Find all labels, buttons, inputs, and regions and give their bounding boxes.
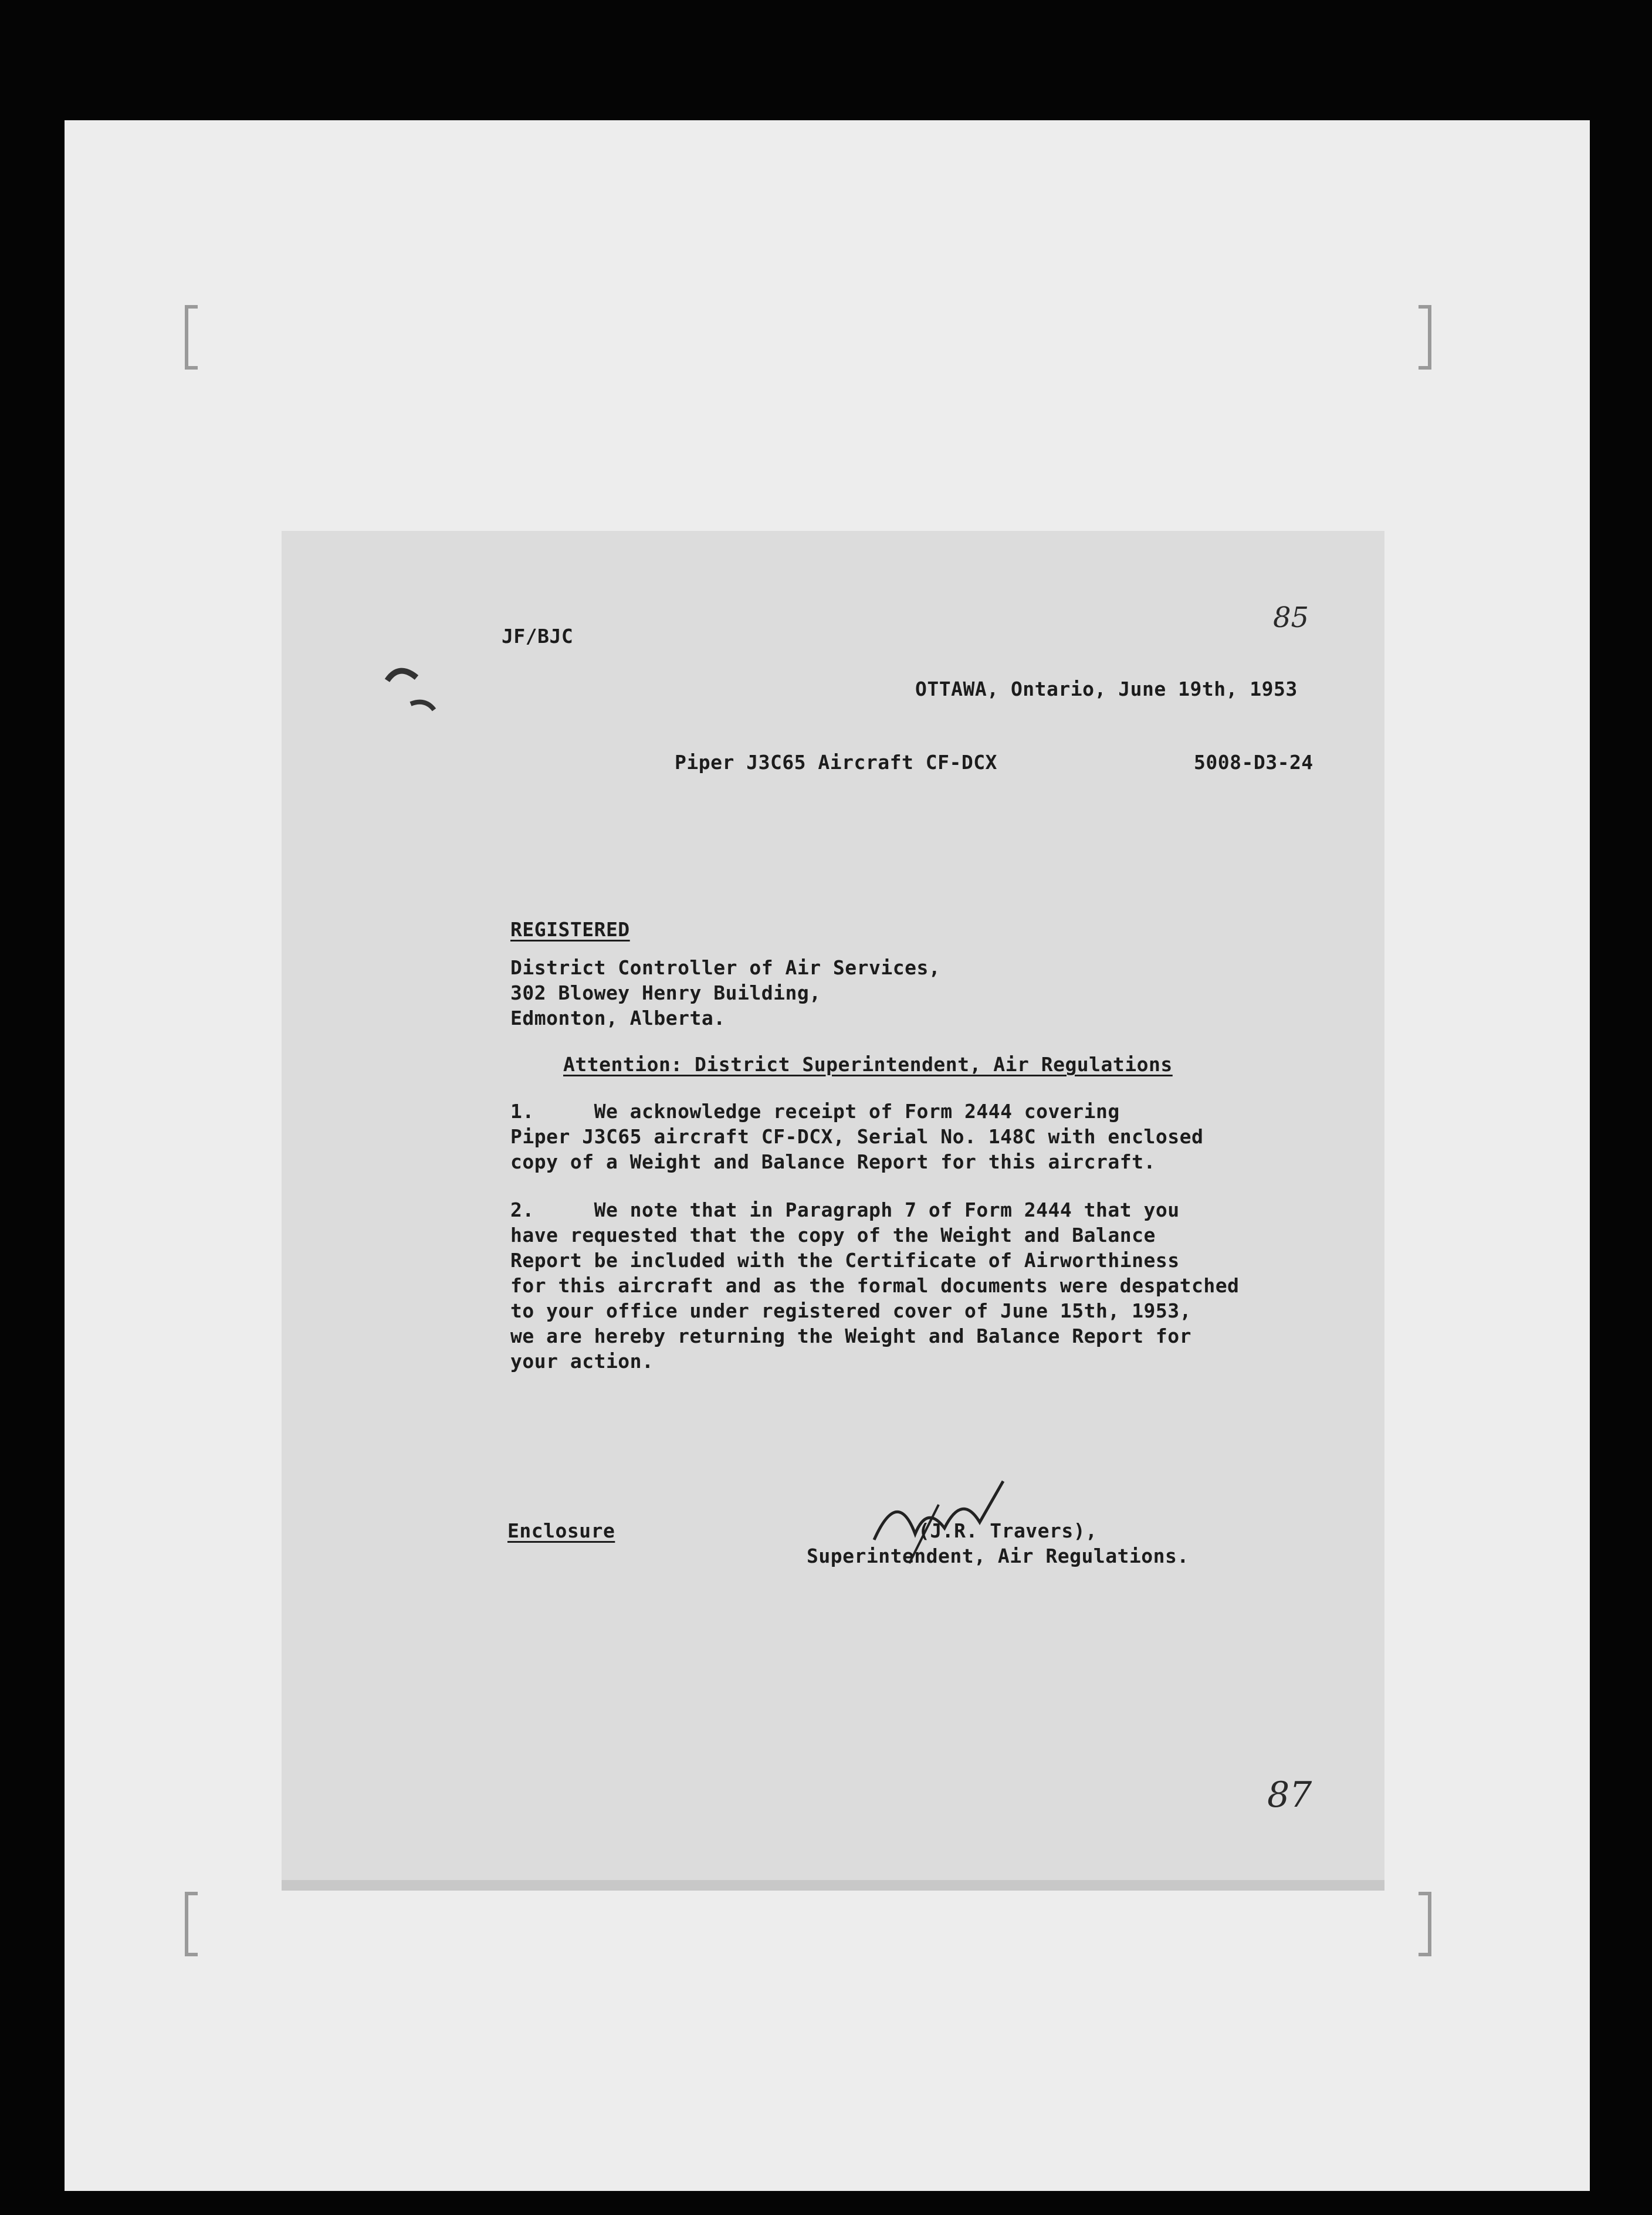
paragraph-2-line-1: 2. We note that in Paragraph 7 of Form 2444 that you: [510, 1198, 1180, 1221]
punch-mark-icon: [375, 657, 458, 727]
subject-line: Piper J3C65 Aircraft CF-DCX: [675, 751, 997, 774]
paragraph-2-line-7: your action.: [510, 1350, 654, 1373]
paragraph-2-line-3: Report be included with the Certificate of Airworthiness: [510, 1249, 1180, 1272]
address-line-1: District Controller of Air Services,: [510, 956, 941, 979]
enclosure-label: Enclosure: [507, 1519, 615, 1542]
paragraph-2-line-6: we are hereby returning the Weight and Balance Report for: [510, 1325, 1191, 1347]
crop-mark-bottom-left: [185, 1892, 198, 1956]
signatory-name: (J.R. Travers),: [918, 1519, 1098, 1542]
paragraph-1-line-1: 1. We acknowledge receipt of Form 2444 covering: [510, 1100, 1120, 1123]
paragraph-1-line-3: copy of a Weight and Balance Report for this aircraft.: [510, 1150, 1156, 1173]
registered-heading: REGISTERED: [510, 918, 630, 941]
reference-initials: JF/BJC: [502, 625, 574, 648]
address-line-2: 302 Blowey Henry Building,: [510, 981, 821, 1004]
letter-page: [282, 531, 1384, 1880]
paragraph-1-line-2: Piper J3C65 aircraft CF-DCX, Serial No. 148C with enclosed: [510, 1125, 1204, 1148]
crop-mark-top-left: [185, 305, 198, 370]
signatory-title: Superintendent, Air Regulations.: [807, 1545, 1189, 1567]
dateline: OTTAWA, Ontario, June 19th, 1953: [915, 678, 1298, 700]
paragraph-2-line-4: for this aircraft and as the formal documents were despatched: [510, 1274, 1240, 1297]
paragraph-2-line-5: to your office under registered cover of June 15th, 1953,: [510, 1299, 1191, 1322]
page-mark-handwritten: 85: [1273, 601, 1309, 634]
attention-line: Attention: District Superintendent, Air Regulations: [563, 1053, 1173, 1076]
folio-mark-handwritten: 87: [1267, 1774, 1312, 1816]
crop-mark-bottom-right: [1419, 1892, 1431, 1956]
address-line-3: Edmonton, Alberta.: [510, 1007, 726, 1029]
crop-mark-top-right: [1419, 305, 1431, 370]
file-number: 5008-D3-24: [1194, 751, 1314, 774]
paragraph-2-line-2: have requested that the copy of the Weight and Balance: [510, 1224, 1156, 1247]
